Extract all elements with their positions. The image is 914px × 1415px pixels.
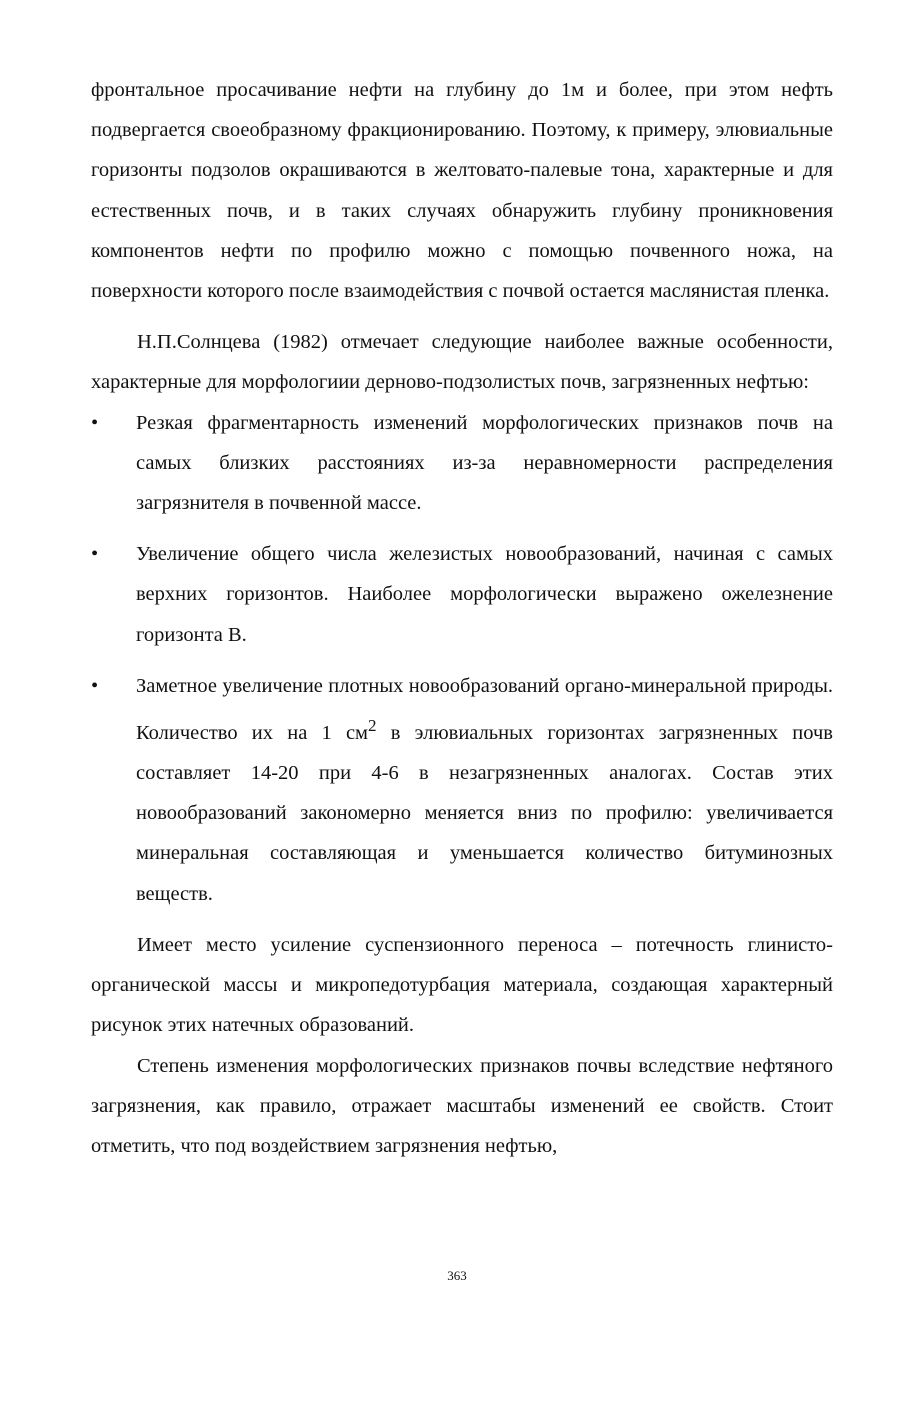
bullet-icon: •: [91, 674, 99, 697]
page-number: 363: [447, 1268, 467, 1283]
page-body: [91, 70, 833, 1166]
paragraph-2: Н.П.Солнцева (1982) отмечает следующие наиболее важные особенности, характерные для морфологиии дерново-подзолистых почв, загрязненных нефтью:: [91, 331, 833, 394]
list-item: [91, 534, 833, 655]
paragraph-4: Степень изменения морфологических признаков почвы вследствие нефтяного загрязнения, как правило, отражает масштабы изменений ее свойств. Стоит отметить, что под воздействием загрязнения нефтью,: [91, 1054, 833, 1157]
list-item: [91, 666, 833, 914]
bullet-text-3-end: в элювиальных горизонтах загрязненных почв составляет 14-20 при 4-6 в незагрязненных аналогах. Состав этих новообразований закономерно меняется вниз по профилю: увеличивается минеральная составляющая и уменьшается количество битуминозных веществ.: [136, 721, 833, 905]
bullet-text-3: [136, 666, 833, 914]
bullet-text-3-start: Заметное увеличение плотных новообразований органо-минеральной природы. Количество их на 1 см: [136, 674, 833, 744]
bullet-list: [91, 403, 833, 914]
paragraph-3: Имеет место усиление суспензионного переноса – потечность глинисто-органической массы и микропедотурбация материала, создающая характерный рисунок этих натечных образований.: [91, 933, 833, 1037]
superscript-2: 2: [368, 716, 377, 736]
list-item: [91, 403, 833, 524]
paragraph-1: фронтальное просачивание нефти на глубину до 1м и более, при этом нефть подвергается своеобразному фракционированию. Поэтому, к примеру, элювиальные горизонты подзолов окрашиваются в желтовато-палевые тона, характерные и для естественных почв, и в таких случаях обнаружить глубину проникновения компонентов нефти по профилю можно с помощью почвенного ножа, на поверхности которого после взаимодействия с почвой остается маслянистая пленка.: [91, 79, 833, 303]
bullet-text-2: Увеличение общего числа железистых новообразований, начиная с самых верхних горизонтов. Наиболее морфологически выражено ожелезнение горизонта В.: [136, 543, 833, 646]
bullet-text-1: Резкая фрагментарность изменений морфологических признаков почв на самых близких расстояниях из-за неравномерности распределения загрязнителя в почвенной массе.: [136, 411, 833, 515]
bullet-icon: •: [91, 543, 99, 566]
bullet-icon: •: [91, 411, 99, 434]
